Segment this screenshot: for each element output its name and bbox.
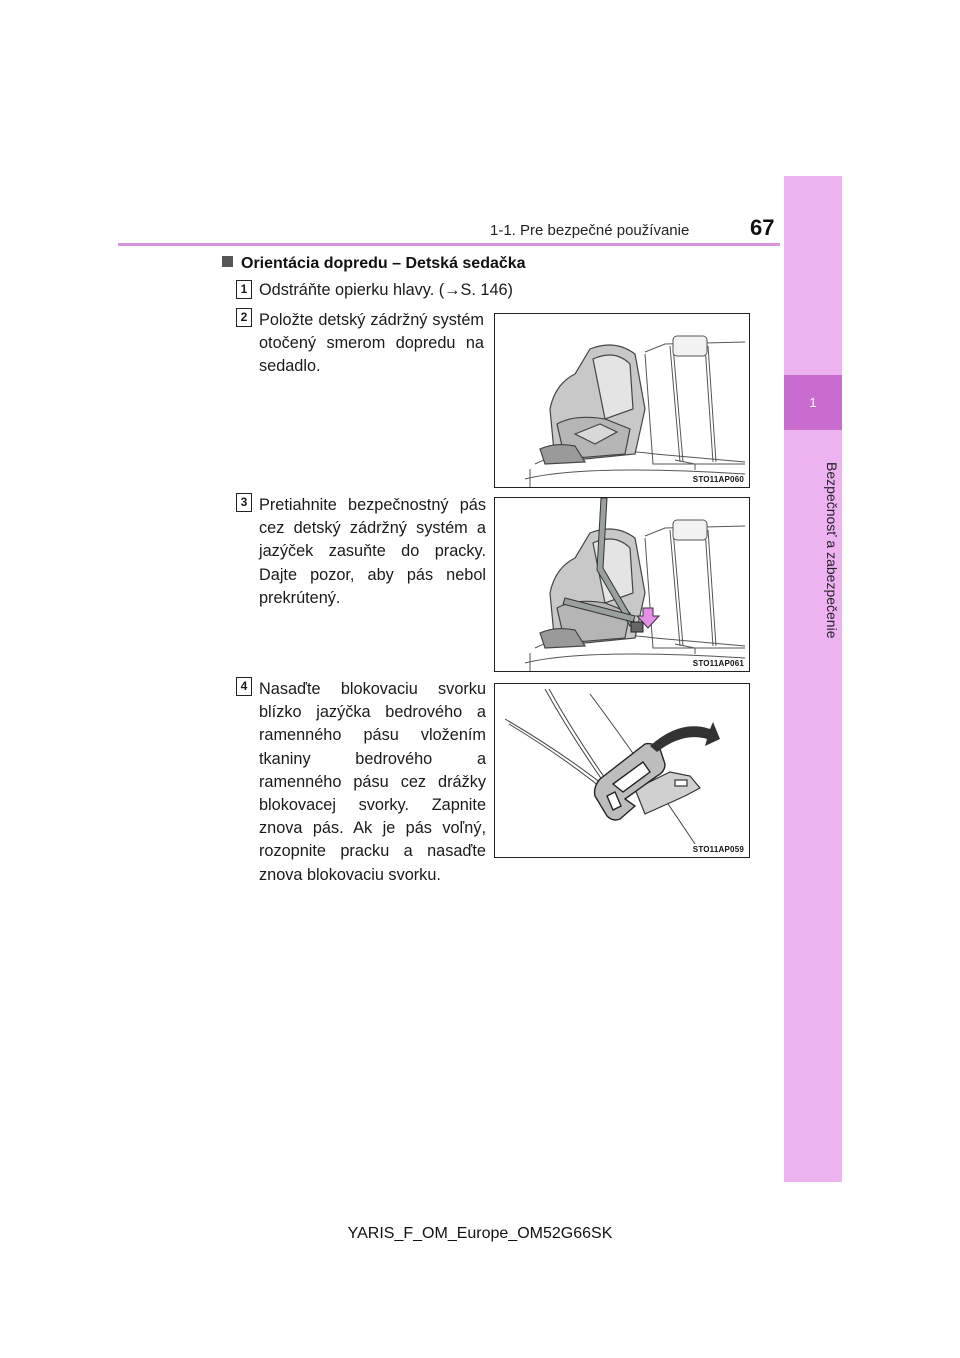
figure-code-1: STO11AP060 bbox=[692, 475, 744, 484]
seat-illustration-1 bbox=[495, 314, 749, 487]
chapter-label: Bezpečnosť a zabezpečenie bbox=[824, 461, 840, 639]
locking-clip-illustration bbox=[495, 684, 749, 857]
section-heading-text: Orientácia dopredu – Detská sedačka bbox=[241, 255, 526, 272]
step-1-text: Odstráňte opierku hlavy. (→S. 146) bbox=[259, 281, 513, 299]
step-4-text: Nasaďte blokovaciu svorku blízko jazýčka bedrového a ramenného pásu vložením tkaniny bedrového a ramenného pásu cez drážky blokovacej svorky. Zapnite znova pás. Ak je pás voľný, rozopnite pracku a nasaďte znova blokovaciu svorku. bbox=[259, 680, 486, 884]
step-number-3: 3 bbox=[236, 493, 252, 512]
figure-code-3: STO11AP059 bbox=[692, 845, 744, 854]
header-divider bbox=[118, 243, 780, 246]
section-heading bbox=[222, 255, 526, 273]
seat-illustration-2 bbox=[495, 498, 749, 671]
figure-seat-placement bbox=[494, 313, 750, 488]
page-number: 67 bbox=[750, 215, 775, 240]
step-2-text: Položte detský zádržný systém otočený smerom dopredu na sedadlo. bbox=[259, 311, 484, 376]
figure-belt-routing bbox=[494, 497, 750, 672]
chapter-number-tab[interactable]: 1 bbox=[784, 375, 842, 430]
step-number-4: 4 bbox=[236, 677, 252, 696]
step-3-text: Pretiahnite bezpečnostný pás cez detský zádržný systém a jazýček zasuňte do pracky. Dajte pozor, aby pás nebol prekrútený. bbox=[259, 496, 486, 607]
step-number-1: 1 bbox=[236, 280, 252, 299]
section-title: 1-1. Pre bezpečné používanie bbox=[490, 222, 690, 239]
figure-locking-clip bbox=[494, 683, 750, 858]
chapter-side-tab bbox=[784, 176, 842, 1182]
figure-code-2: STO11AP061 bbox=[692, 659, 744, 668]
document-footer-code: YARIS_F_OM_Europe_OM52G66SK bbox=[347, 1225, 613, 1242]
step-number-2: 2 bbox=[236, 308, 252, 327]
bullet-square-icon bbox=[222, 256, 233, 267]
